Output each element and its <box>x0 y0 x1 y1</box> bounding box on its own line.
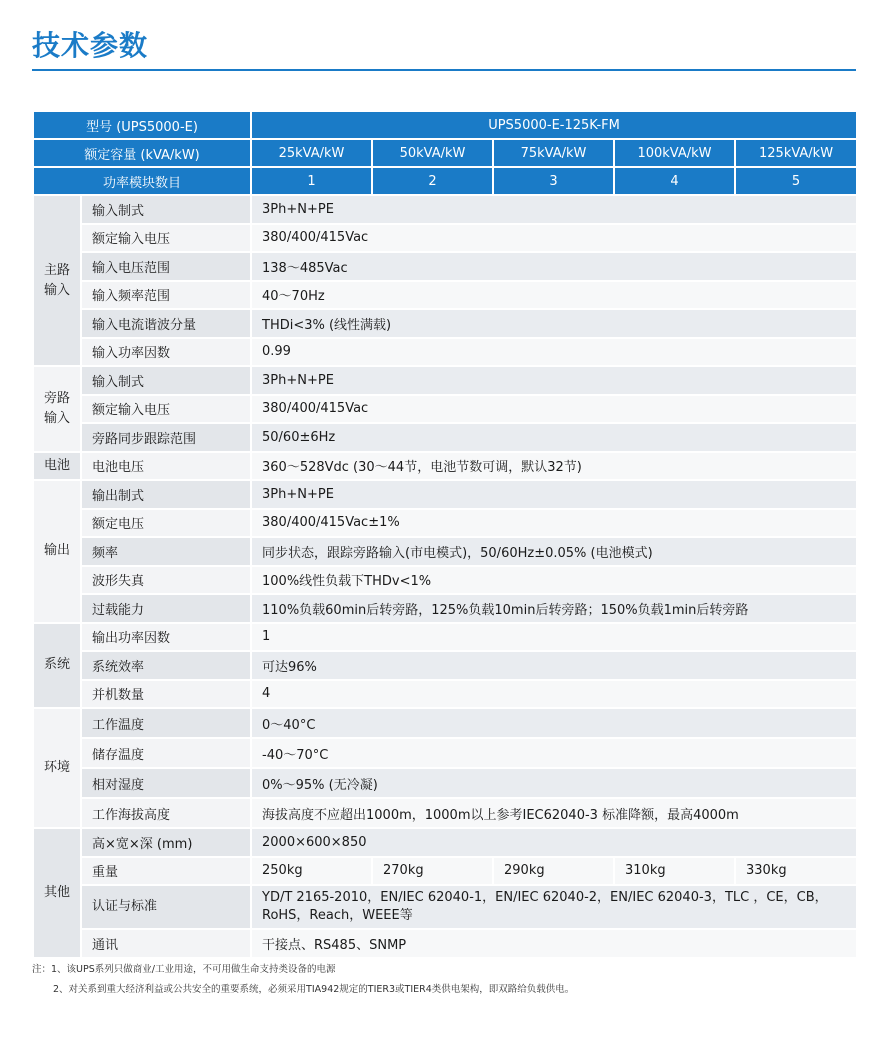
param-value: 1 <box>251 623 857 652</box>
param-value: YD/T 2165-2010，EN/IEC 62040-1，EN/IEC 62040-2，EN/IEC 62040-3，TLC ，CE，CB，RoHS，Reach，WEEE等 <box>251 885 857 929</box>
param-value: 110%负载60min后转旁路，125%负载10min后转旁路；150%负载1min后转旁路 <box>251 594 857 623</box>
modules-cell: 5 <box>735 167 857 195</box>
modules-cell: 2 <box>372 167 493 195</box>
title-divider <box>32 69 856 71</box>
header-row-capacity <box>33 139 857 167</box>
model-value: UPS5000-E-125K-FM <box>251 111 857 139</box>
param-value: 380/400/415Vac±1% <box>251 509 857 538</box>
param-value: 50/60±6Hz <box>251 423 857 452</box>
table-row <box>33 651 857 680</box>
param-value: 干接点、RS485、SNMP <box>251 929 857 958</box>
category-label: 输入 <box>44 410 71 426</box>
table-row <box>33 828 857 857</box>
header-row-modules <box>33 167 857 195</box>
table-row <box>33 423 857 452</box>
footnote-2: 2、对关系到重大经济利益或公共安全的重要系统，必须采用TIA942规定的TIER3或TIER4类供电架构，即双路给负载供电。 <box>53 984 575 995</box>
table-row <box>33 768 857 798</box>
param-label: 认证与标准 <box>81 885 251 929</box>
category-battery: 电池 <box>33 452 81 481</box>
param-label: 高×宽×深 (mm) <box>81 828 251 857</box>
param-label: 额定电压 <box>81 509 251 538</box>
param-label: 电池电压 <box>81 452 251 481</box>
table-row <box>33 452 857 481</box>
weight-cell: 250kg <box>251 857 372 886</box>
param-value: 100%线性负载下THDv<1% <box>251 566 857 595</box>
param-label: 额定输入电压 <box>81 395 251 424</box>
table-row <box>33 798 857 828</box>
category-environment: 环境 <box>33 708 81 828</box>
table-row <box>33 395 857 424</box>
table-row <box>33 929 857 958</box>
param-label: 输入制式 <box>81 366 251 395</box>
param-label: 输出制式 <box>81 480 251 509</box>
param-value: 3Ph+N+PE <box>251 366 857 395</box>
table-row <box>33 366 857 395</box>
header-row-model <box>33 111 857 139</box>
param-label: 通讯 <box>81 929 251 958</box>
category-output: 输出 <box>33 480 81 623</box>
param-label: 输入功率因数 <box>81 338 251 367</box>
param-value: 可达96% <box>251 651 857 680</box>
table-row <box>33 509 857 538</box>
param-label: 并机数量 <box>81 680 251 709</box>
table-row <box>33 281 857 310</box>
param-value: 0.99 <box>251 338 857 367</box>
table-row <box>33 480 857 509</box>
param-label: 储存温度 <box>81 738 251 768</box>
param-label: 系统效率 <box>81 651 251 680</box>
param-label: 工作海拔高度 <box>81 798 251 828</box>
category-main-input <box>33 195 81 366</box>
footnote-1: 注：1、该UPS系列只做商业/工业用途，不可用做生命支持类设备的电源 <box>32 964 336 975</box>
table-row <box>33 857 857 886</box>
modules-cell: 1 <box>251 167 372 195</box>
param-value: -40～70°C <box>251 738 857 768</box>
param-label: 波形失真 <box>81 566 251 595</box>
table-row <box>33 738 857 768</box>
capacity-cell: 75kVA/kW <box>493 139 614 167</box>
param-label: 相对湿度 <box>81 768 251 798</box>
param-value: 海拔高度不应超出1000m，1000m以上参考IEC62040-3 标准降额，最高4000m <box>251 798 857 828</box>
model-label: 型号 (UPS5000-E) <box>33 111 251 139</box>
table-row <box>33 594 857 623</box>
modules-cell: 3 <box>493 167 614 195</box>
param-label: 输出功率因数 <box>81 623 251 652</box>
param-value: 2000×600×850 <box>251 828 857 857</box>
table-row <box>33 708 857 738</box>
weight-cell: 310kg <box>614 857 735 886</box>
table-row <box>33 537 857 566</box>
table-row <box>33 224 857 253</box>
capacity-cell: 125kVA/kW <box>735 139 857 167</box>
param-value: 3Ph+N+PE <box>251 480 857 509</box>
table-row <box>33 195 857 224</box>
param-label: 输入频率范围 <box>81 281 251 310</box>
param-value: 3Ph+N+PE <box>251 195 857 224</box>
param-label: 额定输入电压 <box>81 224 251 253</box>
param-label: 重量 <box>81 857 251 886</box>
category-other: 其他 <box>33 828 81 958</box>
weight-cell: 330kg <box>735 857 857 886</box>
category-label: 旁路 <box>44 390 71 406</box>
param-value: 0%～95% (无冷凝) <box>251 768 857 798</box>
page-title: 技术参数 <box>32 29 149 62</box>
spec-table <box>32 110 858 959</box>
table-row <box>33 338 857 367</box>
modules-label: 功率模块数目 <box>33 167 251 195</box>
table-row <box>33 885 857 929</box>
param-label: 频率 <box>81 537 251 566</box>
param-value: 360～528Vdc (30～44节，电池节数可调，默认32节) <box>251 452 857 481</box>
param-label: 过载能力 <box>81 594 251 623</box>
param-value: 0～40°C <box>251 708 857 738</box>
footnotes <box>32 960 574 1000</box>
category-label: 主路 <box>44 262 71 278</box>
param-label: 输入电压范围 <box>81 252 251 281</box>
capacity-cell: 100kVA/kW <box>614 139 735 167</box>
table-row <box>33 309 857 338</box>
param-label: 工作温度 <box>81 708 251 738</box>
capacity-label: 额定容量 (kVA/kW) <box>33 139 251 167</box>
param-value: 380/400/415Vac <box>251 395 857 424</box>
param-value: 40～70Hz <box>251 281 857 310</box>
param-value: THDi<3% (线性满载) <box>251 309 857 338</box>
table-row <box>33 623 857 652</box>
capacity-cell: 25kVA/kW <box>251 139 372 167</box>
category-system: 系统 <box>33 623 81 709</box>
table-row <box>33 680 857 709</box>
table-row <box>33 566 857 595</box>
param-value: 4 <box>251 680 857 709</box>
param-value: 380/400/415Vac <box>251 224 857 253</box>
param-label: 旁路同步跟踪范围 <box>81 423 251 452</box>
modules-cell: 4 <box>614 167 735 195</box>
param-value: 同步状态，跟踪旁路输入(市电模式)，50/60Hz±0.05% (电池模式) <box>251 537 857 566</box>
param-label: 输入电流谐波分量 <box>81 309 251 338</box>
weight-cell: 270kg <box>372 857 493 886</box>
table-row <box>33 252 857 281</box>
category-label: 输入 <box>44 282 71 298</box>
category-bypass-input <box>33 366 81 452</box>
capacity-cell: 50kVA/kW <box>372 139 493 167</box>
param-value: 138～485Vac <box>251 252 857 281</box>
weight-cell: 290kg <box>493 857 614 886</box>
param-label: 输入制式 <box>81 195 251 224</box>
